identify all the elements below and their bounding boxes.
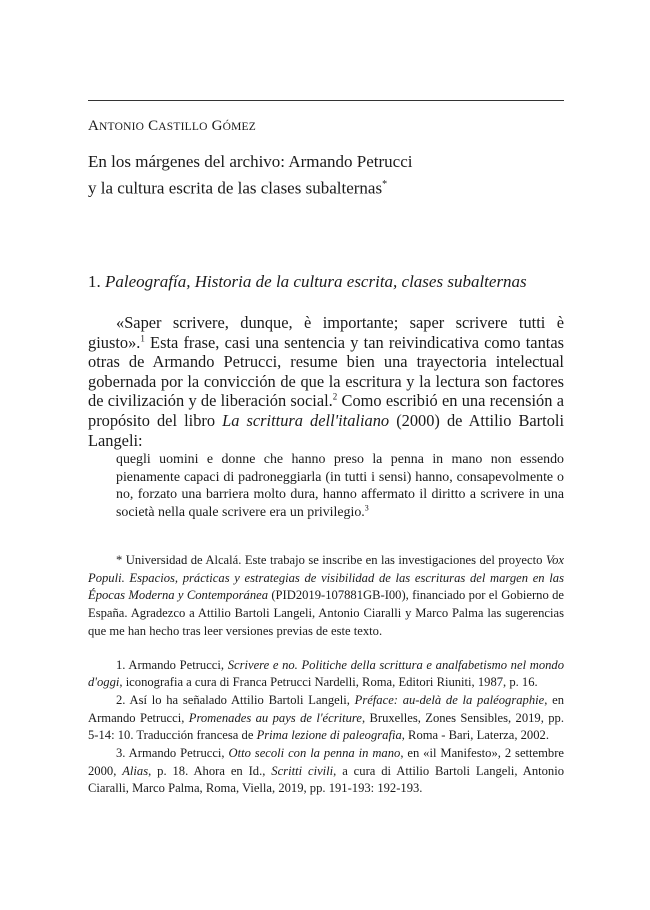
footnotes <box>88 552 564 798</box>
footnote-2-text-b: , en Armando Petrucci, <box>88 692 564 725</box>
article-title <box>88 150 413 200</box>
section-number: 1. <box>88 272 101 291</box>
body-text-a: «Saper scrivere, dunque, è importante; saper scrivere tutti è giusto». <box>88 313 564 352</box>
footnote-3-title-3: Scritti civili <box>271 763 334 778</box>
footnote-1-text-a: 1. Armando Petrucci, <box>116 657 228 672</box>
footnote-star-project: Vox Populi. Espacios, prácticas y estrategias de visibilidad de las escrituras del margen en las Épocas Moderna y Contemporánea <box>88 553 564 603</box>
body-text-c: Como escribió en una recensión a propósito del libro <box>88 391 564 430</box>
footnote-2-text-a: 2. Así lo ha señalado Attilio Bartoli Langeli, <box>116 692 355 707</box>
footnote-2-title-3: Prima lezione di paleografia <box>256 728 402 743</box>
footnote-ref-1: 1 <box>140 333 145 344</box>
footnote-ref-2: 2 <box>332 391 338 402</box>
footnote-2 <box>88 692 564 745</box>
block-quote <box>116 451 564 522</box>
footnote-3-text-a: 3. Armando Petrucci, <box>116 746 229 761</box>
footnote-3 <box>88 745 564 798</box>
title-line-2: y la cultura escrita de las clases subalternas <box>88 178 383 198</box>
footnote-3-title-1: Otto secoli con la penna in mano <box>228 746 401 761</box>
body-text-d: (2000) de Attilio Bartoli Langeli: <box>88 410 564 450</box>
footnote-3-title-2: Alias <box>122 763 149 778</box>
author-rest-1: NTONIO <box>99 121 145 133</box>
footnote-1-text-b: , iconografia a cura di Franca Petrucci Nardelli, Roma, Editori Riuniti, 1987, p. 16. <box>119 675 538 690</box>
paragraph-1 <box>88 313 564 450</box>
section-title: Paleografía, Historia de la cultura escrita, clases subalternas <box>105 272 527 291</box>
title-line-1: En los márgenes del archivo: Armando Petrucci <box>88 152 413 171</box>
author-name <box>88 118 256 135</box>
section-heading <box>88 272 527 292</box>
top-rule <box>88 100 564 101</box>
author-rest-3: ÓMEZ <box>222 121 256 133</box>
footnote-1-title: Scrivere e no. Politiche della scrittura e analfabetismo nel mondo d'oggi <box>88 657 565 690</box>
quote-text: quegli uomini e donne che hanno preso la penna in mano non essendo pienamente capaci di padroneggiarla (in tutti i sensi) hanno, consapevolmente o no, forzato una barriera molto dura, hanno affermato il diritto a scrivere in una società nella quale scrivere era un privilegio. <box>116 452 564 521</box>
author-initial-1: A <box>88 118 100 134</box>
title-footnote-marker: * <box>382 179 388 190</box>
footnote-star-text-b: (PID2019-107881GB-I00), financiado por el Gobierno de España. Agradezco a Attilio Bartoli Langeli, Antonio Ciaralli y Marco Palma las sugerencias que me han hecho tras leer versiones previas de este texto. <box>88 588 564 638</box>
footnote-1 <box>88 657 564 692</box>
footnote-2-title-1: Préface: au-delà de la paléographie <box>354 692 545 707</box>
book-title: La scrittura dell'italiano <box>222 410 390 430</box>
body-text-b: Esta frase, casi una sentencia y tan reivindicativa como tantas otras de Armando Petrucci, resume bien una trayectoria intelectual gobernada por la convicción de que la escritura y la lectura son factores de civilización y de liberación social. <box>88 332 564 411</box>
footnote-3-text-c: , p. 18. Ahora en Id., <box>148 763 272 778</box>
footnote-3-text-b: , en «il Manifesto», 2 settembre 2000, <box>88 746 564 778</box>
footnote-2-text-c: , Bruxelles, Zones Sensibles, 2019, pp. 5-14: 10. Traducción francesa de <box>88 710 564 743</box>
footnote-star <box>88 552 564 641</box>
footnote-star-text-a: * Universidad de Alcalá. Este trabajo se inscribe en las investigaciones del proyecto <box>116 553 546 567</box>
footnote-ref-3: 3 <box>364 503 369 513</box>
footnote-3-text-d: , a cura di Attilio Bartoli Langeli, Antonio Ciaralli, Marco Palma, Roma, Viella, 2019, pp. 191-193: 192-193. <box>88 763 565 796</box>
footnote-2-title-2: Promenades au pays de l'écriture <box>188 710 362 725</box>
author-rest-2: ASTILLO <box>158 121 208 133</box>
footnote-2-text-d: , Roma - Bari, Laterza, 2002. <box>401 728 549 743</box>
body-paragraph <box>88 313 564 450</box>
author-initial-3: G <box>211 118 223 134</box>
author-initial-2: C <box>148 118 159 134</box>
